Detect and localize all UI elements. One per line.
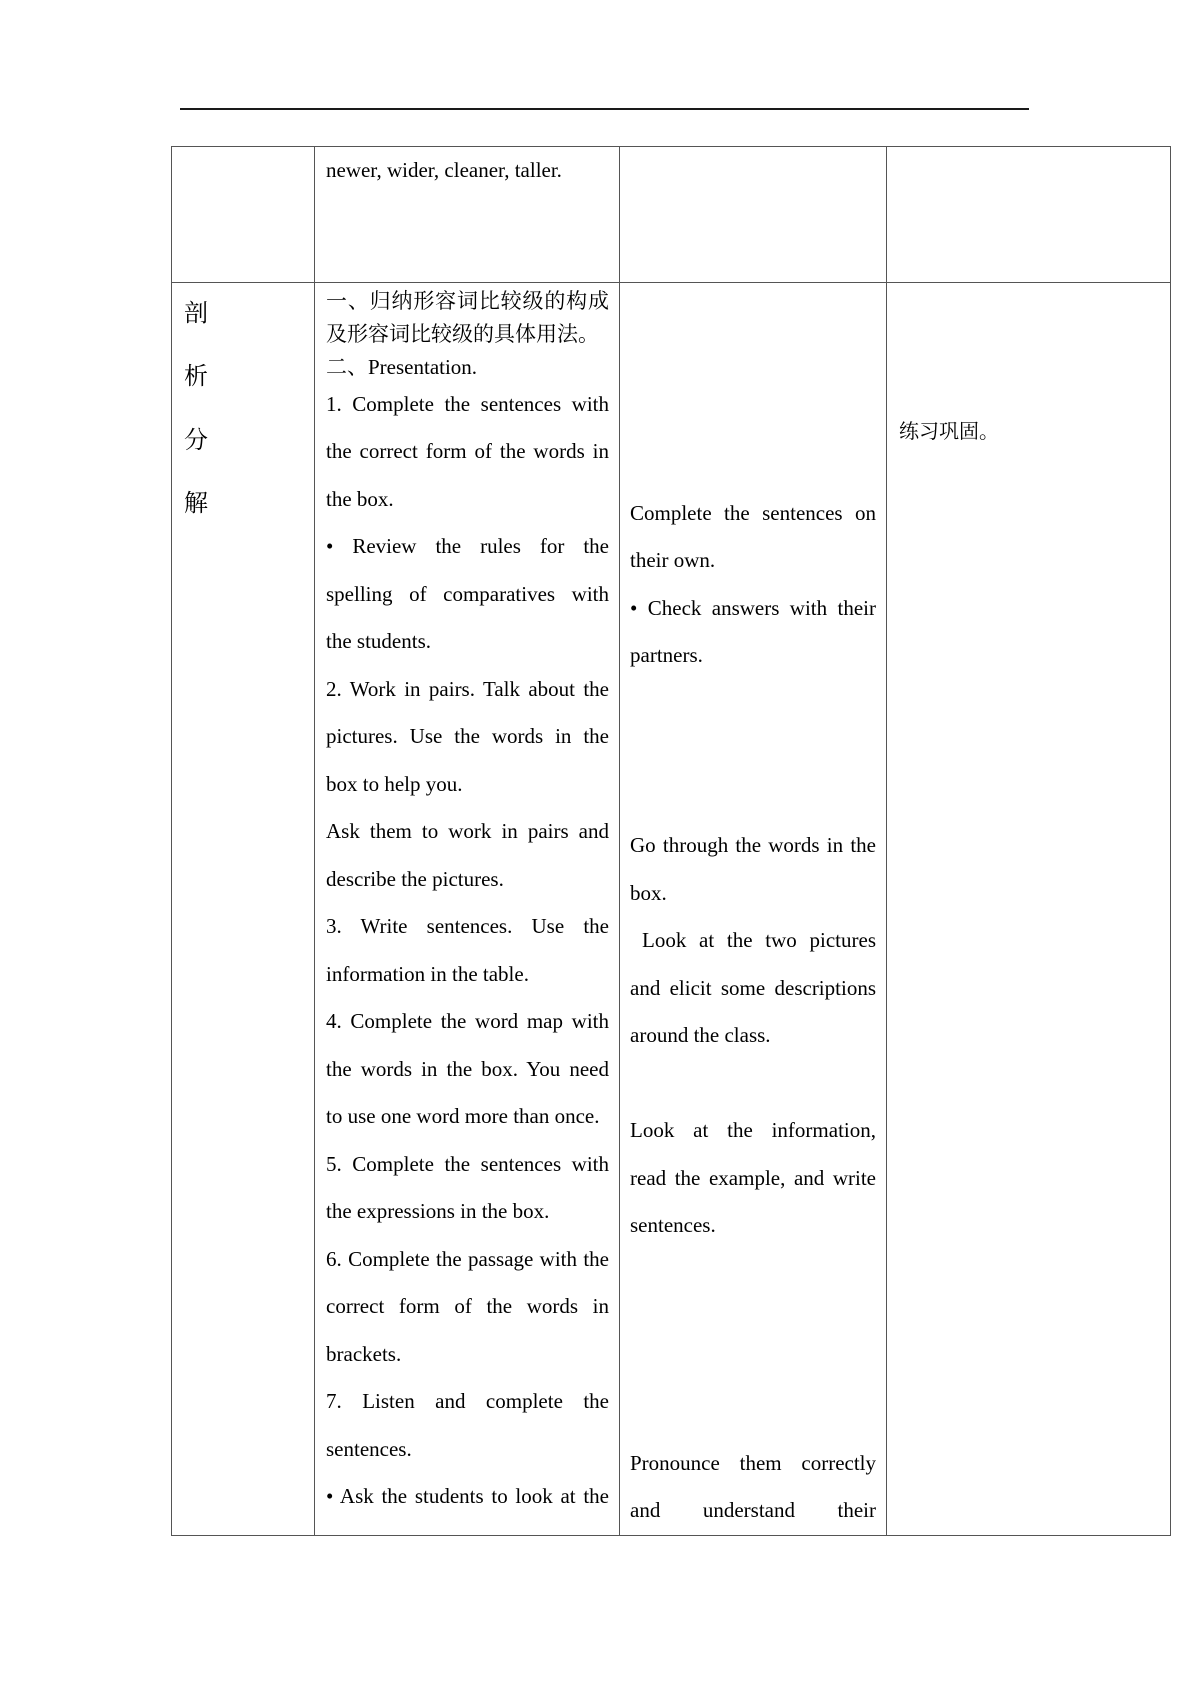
text-line: spelling of comparatives with: [326, 581, 609, 606]
text-line: • Review the rules for the: [326, 534, 609, 559]
paragraph: [326, 1236, 609, 1378]
text-line: Look at the two pictures: [642, 928, 876, 953]
text-line: 7. Listen and complete the: [326, 1389, 609, 1414]
paragraph: [326, 1141, 609, 1236]
text-line: 及形容词比较级的具体用法。: [326, 321, 599, 346]
text-line: brackets.: [326, 1341, 402, 1366]
header-rule: [180, 108, 1029, 110]
text-line: Complete the sentences on: [630, 501, 876, 525]
text-line: the box.: [326, 486, 394, 511]
section-label-char: 析: [184, 364, 208, 391]
paragraph: [326, 903, 609, 998]
text-line: Ask them to work in pairs and: [326, 819, 609, 844]
text-block: [899, 417, 1159, 447]
text-line: their own.: [630, 548, 716, 573]
text-line: pictures. Use the words in the: [326, 724, 609, 749]
paragraph: [630, 490, 876, 585]
paragraph: [899, 417, 1159, 447]
text-line: 3. Write sentences. Use the: [326, 914, 609, 939]
table-cell-r2c3: [620, 283, 887, 1536]
text-line: 5. Complete the sentences with: [326, 1151, 609, 1176]
table-cell-r1c3: [620, 147, 887, 283]
text-line: the students.: [326, 629, 431, 654]
paragraph: [630, 1440, 876, 1535]
text-block: [326, 147, 609, 194]
lesson-plan-table: [171, 146, 1171, 1536]
paragraph: [326, 808, 609, 903]
text-line: the correct form of the words in: [326, 439, 609, 464]
text-line: the words in the box. You need: [326, 1056, 609, 1081]
paragraph: [326, 381, 609, 523]
text-line: Look at the information,: [630, 1118, 876, 1143]
text-line: information in the table.: [326, 961, 529, 986]
text-line: to use one word more than once.: [326, 1104, 600, 1129]
paragraph: [630, 585, 876, 680]
text-block: [326, 285, 609, 384]
text-line: correct form of the words in: [326, 1294, 609, 1319]
text-line: 4. Complete the word map with: [326, 1009, 609, 1034]
text-line: describe the pictures.: [326, 866, 504, 891]
text-line: 一、归纳形容词比较级的构成: [326, 288, 609, 313]
section-label-char: 解: [184, 490, 208, 517]
text-line: the expressions in the box.: [326, 1199, 550, 1224]
text-line: box.: [630, 880, 667, 905]
section-label: [184, 283, 208, 536]
table-cell-r2c2: [315, 283, 620, 1536]
text-line: 2. Work in pairs. Talk about the: [326, 676, 609, 701]
text-line: read the example, and write: [630, 1165, 876, 1190]
text-line: partners.: [630, 643, 703, 668]
text-line: 二、Presentation.: [326, 354, 478, 379]
text-line: 1. Complete the sentences with: [326, 392, 609, 416]
text-line: • Check answers with their: [630, 595, 876, 620]
text-block: [326, 381, 609, 1521]
table-cell-r1c2: [315, 147, 620, 283]
section-label-char: 分: [184, 427, 208, 454]
text-line: and understand their: [630, 1498, 876, 1523]
text-line: newer, wider, cleaner, taller.: [326, 158, 562, 182]
text-line: around the class.: [630, 1023, 771, 1048]
paragraph: [326, 998, 609, 1140]
paragraph: [630, 822, 876, 917]
text-line: Pronounce them correctly: [630, 1450, 876, 1475]
text-line: Go through the words in the: [630, 833, 876, 858]
table-cell-r1c4: [887, 147, 1171, 283]
section-label-char: 剖: [184, 301, 208, 327]
text-line: and elicit some descriptions: [630, 975, 876, 1000]
paragraph: [326, 147, 609, 194]
text-block: [630, 490, 876, 1535]
text-line: • Ask the students to look at the: [326, 1484, 609, 1509]
paragraph: [326, 523, 609, 665]
text-line: box to help you.: [326, 771, 463, 796]
text-line: 练习巩固。: [899, 421, 999, 443]
paragraph: [326, 666, 609, 808]
table-cell-r1c1: [172, 147, 315, 283]
table-cell-r2c4: [887, 283, 1171, 1536]
text-line: sentences.: [630, 1213, 716, 1238]
paragraph: [326, 285, 609, 351]
paragraph: [326, 351, 609, 384]
text-line: 6. Complete the passage with the: [326, 1246, 609, 1271]
paragraph: [630, 1107, 876, 1249]
paragraph: [326, 1378, 609, 1473]
text-line: sentences.: [326, 1436, 412, 1461]
table-cell-r2c1: [172, 283, 315, 1536]
paragraph: [630, 917, 876, 1059]
paragraph: [326, 1473, 609, 1520]
